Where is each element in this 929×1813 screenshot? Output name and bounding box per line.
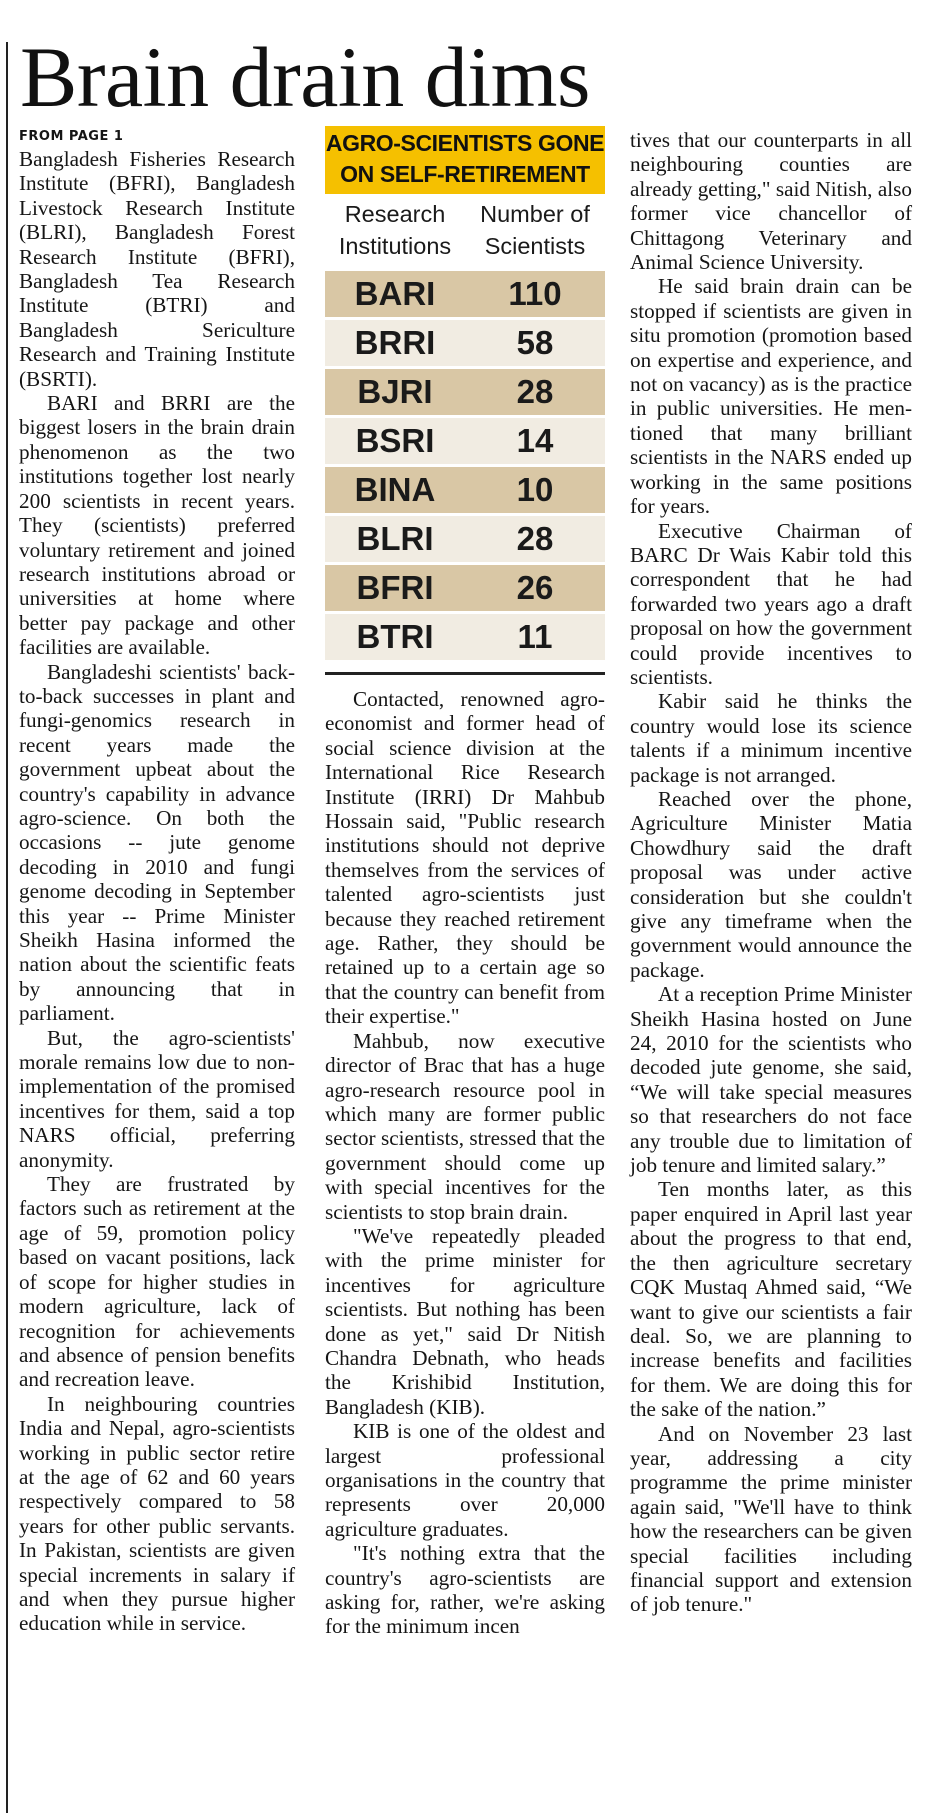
paragraph: And on November 23 last year, addressing a city programme the prime minister again said, "We'll have to think how the researchers can be given special facilities including financial support and extension of job tenure.": [630, 1421, 912, 1617]
kicker: FROM PAGE 1: [19, 129, 124, 144]
paragraph: Ten months later, as this paper enquired in April last year about the progress to that end, the then agriculture secretary CQK Mustaq Ahmed said, “We want to give our scientists a fair deal. So, we are planning to increase benefits and facilities for them. We are doing this for the sake of the nation.”: [630, 1177, 912, 1422]
count-cell: 28: [516, 520, 554, 557]
paragraph: He said brain drain can be stopped if scientists are given in situ promotion (promotion based on expertise and experience, and not on vacancy) as is the practice in public universities. He mentioned that many brilliant scientists in the NARS ended up working in the same positions for years.: [630, 274, 912, 519]
self-retirement-table: [325, 126, 605, 675]
paragraph: Executive Chairman of BARC Dr Wais Kabir told this correspondent that he had forwarded two years ago a draft proposal on how the government could provide incentives to scientists.: [630, 518, 912, 689]
paragraph: Contacted, renowned agro-economist and former head of social science division at the International Rice Research Institute (IRRI) Dr Mahbub Hossain said, "Public research institutions should not deprive themselves from the services of talented agro-scientists just because they reached retirement age. Rather, they should be retained up to a certain age so that the country can benefit from their expertise.": [325, 687, 605, 1029]
count-cell: 11: [517, 618, 553, 655]
table-header: [325, 194, 605, 268]
institution-cell: BFRI: [356, 569, 434, 606]
article-column-1: [19, 128, 295, 1636]
paragraph: Bangladeshi scientists' back-to-back successes in plant and fungi-genomics research in recent years made the government upbeat about the country's capability in advance agro-science. On both the occasions -- jute genome decoding in 2010 and fungi genome decoding in September this year -- Prime Minister Sheikh Hasina informed the nation about the scientific feats by announcing that in parliament.: [19, 659, 295, 1026]
institution-cell: BRRI: [354, 324, 436, 361]
table-title-line1: AGRO-SCIENTISTS GONE: [325, 130, 605, 156]
paragraph: KIB is one of the oldest and largest professional organisations in the country that represents over 20,000 agriculture graduates.: [325, 1419, 605, 1541]
table-row: [325, 516, 605, 562]
table-title: [325, 126, 605, 194]
paragraph: Bangladesh Fisheries Research Institute (BFRI), Bangladesh Livestock Research Institute (BLRI), Bangladesh Forest Research Institute (BFRI), Bangladesh Tea Research Institute (BTRI) and Bangladesh Sericulture Research and Training Institute (BSRTI).: [19, 147, 295, 391]
count-cell: 28: [516, 373, 554, 410]
institution-cell: BLRI: [356, 520, 434, 557]
institution-cell: BARI: [354, 275, 436, 312]
table-row: [325, 271, 605, 317]
count-cell: 26: [516, 569, 554, 606]
count-cell: 110: [508, 275, 562, 312]
header-scientists: [465, 198, 605, 262]
header-text: Scientists: [484, 233, 586, 259]
header-text: Research: [344, 201, 446, 227]
table-row: [325, 467, 605, 513]
institution-cell: BINA: [354, 471, 436, 508]
paragraph: Mahbub, now executive director of Brac that has a huge agro-research resource pool in which many are former public sector scientists, stressed that the government should come up with special incentives for the scientists to stop brain drain.: [325, 1028, 605, 1224]
article-column-2: [325, 687, 605, 1639]
table-row: [325, 614, 605, 660]
institution-cell: BTRI: [356, 618, 434, 655]
count-cell: 14: [516, 422, 554, 459]
institution-cell: BSRI: [355, 422, 435, 459]
table-row: [325, 369, 605, 415]
table-bottom-rule: [325, 672, 605, 675]
paragraph: BARI and BRRI are the biggest losers in the brain drain phenomenon as the two institutions together lost nearly 200 scientists in recent years. They (scientists) preferred voluntary retirement and joined research institutions abroad or universities at home where better pay package and other facilities are available.: [19, 391, 295, 660]
column-rule: [6, 42, 8, 1813]
paragraph: But, the agro-scientists' morale remains low due to non-implementation of the promised incentives for them, said a top NARS official, preferring anonymity.: [19, 1025, 295, 1172]
paragraph: "We've repeatedly pleaded with the prime minister for incentives for agriculture scientists. But nothing has been done as yet," said Dr Nitish Chandra Debnath, who heads the Krishibid Institution, Bangladesh (KIB).: [325, 1223, 605, 1419]
table-row: [325, 320, 605, 366]
table-row: [325, 565, 605, 611]
paragraph: At a reception Prime Minister Sheikh Hasina hosted on June 24, 2010 for the scientists who decoded jute genome, she said, “We will take special measures so that researchers do not face any trouble due to limitation of job tenure and limited salary.”: [630, 982, 912, 1178]
paragraph: tives that our counterparts in all neighbouring counties are already getting," said Nitish, also former vice chancellor of Chittagong Veterinary and Animal Science University.: [630, 128, 912, 275]
institution-cell: BJRI: [357, 373, 433, 410]
header-text: Institutions: [338, 233, 452, 259]
table-row: [325, 418, 605, 464]
count-cell: 58: [516, 324, 554, 361]
table-title-line2: ON SELF-RETIREMENT: [340, 161, 590, 187]
paragraph: In neighbouring countries India and Nepal, agro-scientists working in public sector retire at the age of 62 and 60 years respectively compared to 58 years for other public servants. In Pakistan, scientists are given special increments in salary if and when they pursue higher education while in service.: [19, 1391, 295, 1636]
count-cell: 10: [516, 471, 554, 508]
article-column-3: [630, 128, 912, 1617]
header-institutions: [325, 198, 465, 262]
paragraph: "It's nothing extra that the country's agro-scientists are asking for, rather, we're asking for the minimum incen: [325, 1541, 605, 1639]
header-text: Number of: [480, 201, 590, 227]
paragraph: Reached over the phone, Agriculture Minister Matia Chowdhury said the draft proposal was under active consideration but she couldn't give any timeframe when the government would announce the package.: [630, 786, 912, 982]
paragraph: Kabir said he thinks the country would lose its science talents if a minimum incentive package is not arranged.: [630, 689, 912, 787]
paragraph: They are frustrated by factors such as retirement at the age of 59, promotion policy based on vacant positions, lack of scope for higher studies in modern agriculture, lack of recognition for achievements and absence of pension benefits and recreation leave.: [19, 1172, 295, 1392]
headline: Brain drain dims: [20, 29, 591, 125]
